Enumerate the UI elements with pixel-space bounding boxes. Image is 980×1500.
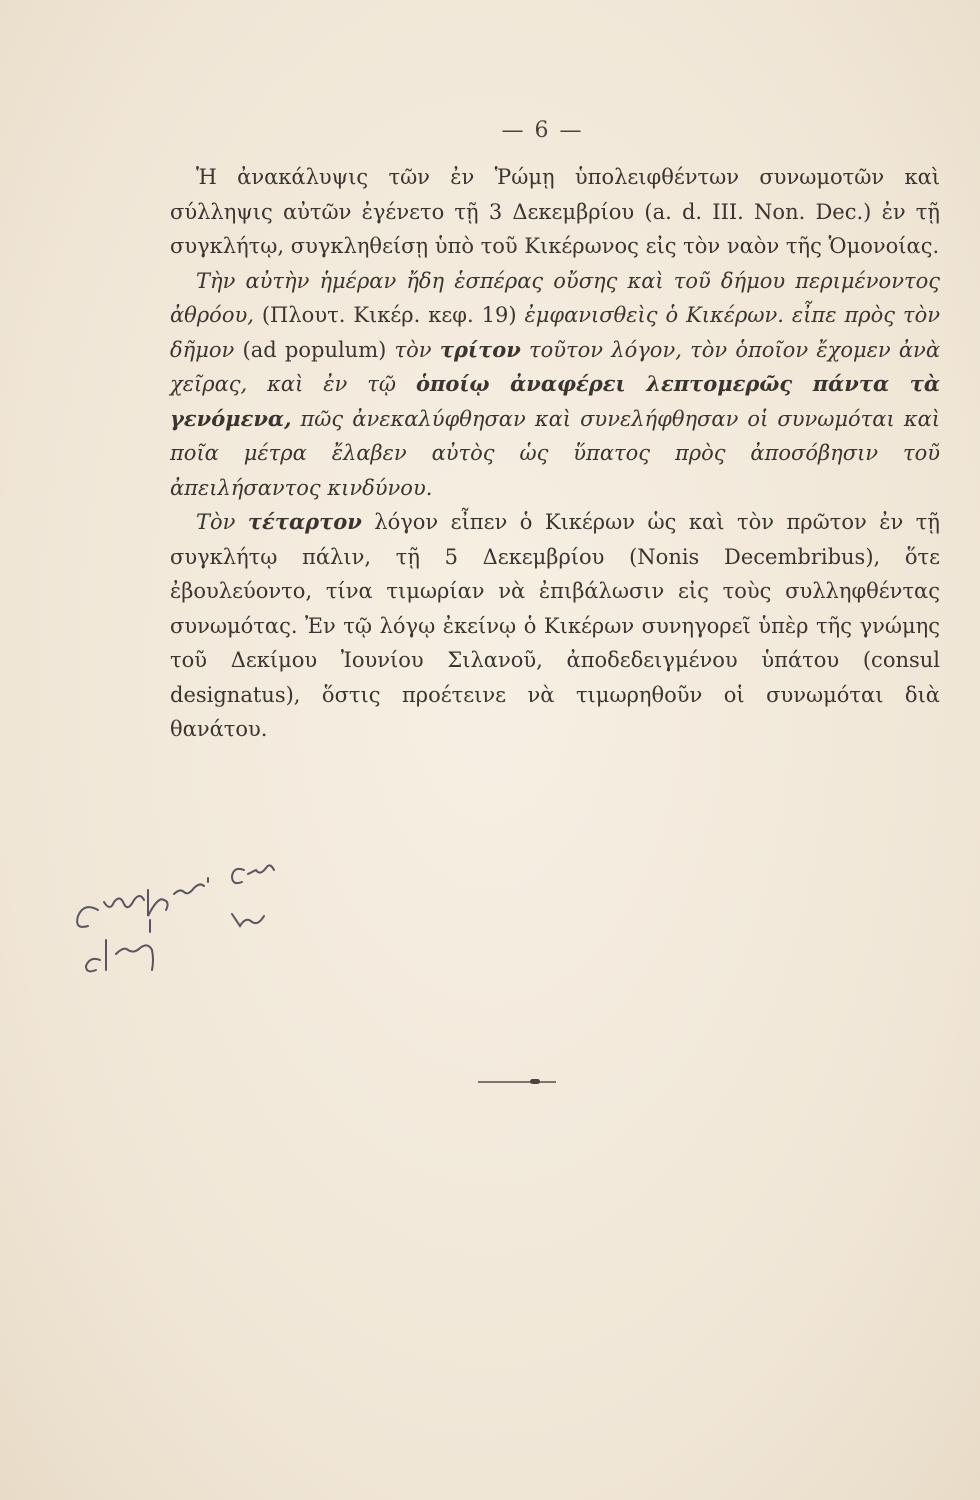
p3-italic-1: Τὸν	[196, 510, 248, 534]
p2-italic-4: τοῦτον λόγον, τὸν ὁποῖον ἔχομεν ἀνὰ χεῖρας, καὶ ἐν τῷ	[170, 337, 940, 396]
p2-italic-5: πῶς ἀνεκαλύφθησαν καὶ συνελήφθησαν οἱ συνωμόται καὶ ποῖα μέτρα ἔλαβεν αὐτὸς ὡς ὕπατος πρὸς ἀποσόβησιν τοῦ ἀπειλήσαντος κινδύνου.	[170, 406, 940, 500]
p2-italic-1: Τὴν αὐτὴν ἡμέραν ἤδη ἑσπέρας οὔσης καὶ τοῦ δήμου περιμένοντος ἀθρόου,	[170, 268, 940, 327]
handwriting-stroke	[232, 869, 244, 883]
paragraph-1: Ἡ ἀνακάλυψις τῶν ἐν Ῥώμῃ ὑπολειφθέντων συνωμοτῶν καὶ σύλληψις αὐτῶν ἐγένετο τῇ 3 Δεκεμβρίου (a. d. III. Non. Dec.) ἐν τῇ συγκλήτῳ, συγκληθείσῃ ὑπὸ τοῦ Κικέρωνος εἰς τὸν ναὸν τῆς Ὁμονοίας.	[170, 165, 940, 258]
p2-citation: (Πλουτ. Κικέρ. κεφ. 19)	[253, 303, 525, 327]
section-divider-ornament	[530, 1079, 540, 1084]
page-number: — 6 —	[501, 118, 584, 143]
handwriting-stroke	[248, 865, 274, 874]
p3-body: λόγον εἶπεν ὁ Κικέρων ὡς καὶ τὸν πρῶτον ἐν τῇ συγκλήτῳ πάλιν, τῇ 5 Δεκεμβρίου (Nonis Decembribus), ὅτε ἐβουλεύοντο, τίνα τιμωρίαν νὰ ἐπιβάλωσιν εἰς τοὺς συλληφθέντας συνωμότας. Ἐν τῷ λόγῳ ἐκείνῳ ὁ Κικέρων συνηγορεῖ ὑπὲρ τῆς γνώμης τοῦ Δεκίμου Ἰουνίου Σιλανοῦ, ἀποδεδειγμένου ὑπάτου (consul designatus), ὅστις προέτεινε νὰ τιμωρηθοῦν οἱ συνωμόται διὰ θανάτου.	[170, 510, 940, 741]
section-divider	[478, 1081, 556, 1083]
handwriting-stroke	[86, 959, 100, 971]
handwriting-stroke	[174, 884, 204, 894]
p2-bold-third: τρίτον	[439, 336, 521, 362]
p2-latin: (ad populum)	[234, 337, 395, 362]
p3-bold-fourth: τέταρτον	[247, 509, 362, 534]
body-text	[170, 160, 940, 747]
paragraph-2	[170, 264, 940, 506]
handwriting-stroke	[77, 907, 98, 927]
p2-bold-phrase: ὁποίῳ ἀναφέρει λεπτομερῶς πάντα τὰ γενόμενα,	[170, 371, 941, 431]
paragraph-3	[170, 505, 940, 747]
handwriting-stroke	[104, 896, 144, 907]
handwritten-annotation	[70, 850, 330, 990]
p2-italic-3: τὸν	[394, 337, 440, 362]
handwriting-stroke	[116, 945, 153, 970]
handwriting-stroke	[148, 890, 168, 916]
handwriting-stroke	[232, 914, 264, 926]
p2-italic-2: ἐμφανισθεὶς ὁ Κικέρων. εἶπε πρὸς τὸν δῆμον	[170, 303, 941, 362]
